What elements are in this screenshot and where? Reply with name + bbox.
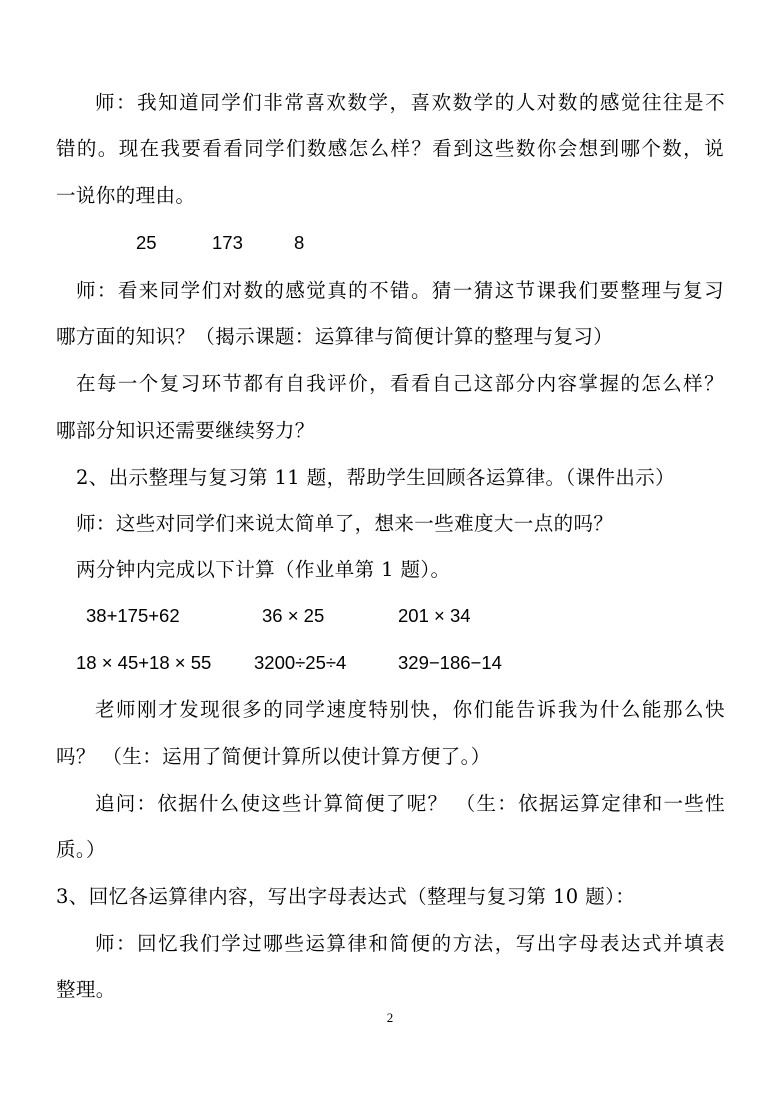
paragraph-2-line-2: 哪方面的知识？（揭示课题：运算律与简便计算的整理与复习） — [56, 325, 614, 348]
paragraph-1-line-1: 师：我知道同学们非常喜欢数学，喜欢数学的人对数的感觉往往是不 — [95, 91, 725, 114]
paragraph-8-line-2: 质。） — [56, 838, 106, 861]
number-8: 8 — [294, 232, 305, 253]
page-number: 2 — [386, 1010, 394, 1025]
number-173: 173 — [212, 232, 243, 253]
paragraph-7-line-1: 老师刚才发现很多的同学速度特别快，你们能告诉我为什么能那么快 — [95, 698, 725, 721]
calc-5: 3200÷25÷4 — [254, 652, 347, 673]
paragraph-10-line-2: 整理。 — [56, 978, 116, 1001]
paragraph-9: 3、回忆各运算律内容，写出字母表达式（整理与复习第 10 题）： — [56, 885, 636, 908]
calc-4: 18 × 45+18 × 55 — [76, 652, 212, 673]
paragraph-3-line-2: 哪部分知识还需要继续努力？ — [56, 419, 315, 442]
paragraph-6: 两分钟内完成以下计算（作业单第 1 题）。 — [76, 558, 451, 581]
calc-3: 201 × 34 — [398, 605, 471, 626]
paragraph-1-line-2: 错的。现在我要看看同学们数感怎么样？看到这些数你会想到哪个数，说 — [56, 137, 724, 160]
paragraph-4: 2、出示整理与复习第 11 题，帮助学生回顾各运算律。（课件出示） — [76, 466, 676, 489]
paragraph-3-line-1: 在每一个复习环节都有自我评价，看看自己这部分内容掌握的怎么样？ — [76, 372, 724, 395]
paragraph-10-line-1: 师：回忆我们学过哪些运算律和简便的方法，写出字母表达式并填表 — [95, 932, 725, 955]
paragraph-5: 师：这些对同学们来说太简单了，想来一些难度大一点的吗？ — [76, 512, 614, 535]
number-25: 25 — [136, 232, 157, 253]
calc-1: 38+175+62 — [86, 605, 180, 626]
calc-2: 36 × 25 — [262, 605, 325, 626]
paragraph-7-line-2: 吗？ （生：运用了简便计算所以使计算方便了。） — [56, 745, 491, 768]
paragraph-2-line-1: 师：看来同学们对数的感觉真的不错。猜一猜这节课我们要整理与复习 — [76, 279, 724, 302]
paragraph-1-line-3: 一说你的理由。 — [56, 184, 196, 207]
calc-6: 329−186−14 — [398, 652, 502, 673]
paragraph-8-line-1: 追问：依据什么使这些计算简便了呢？ （生：依据运算定律和一些性 — [95, 792, 725, 815]
